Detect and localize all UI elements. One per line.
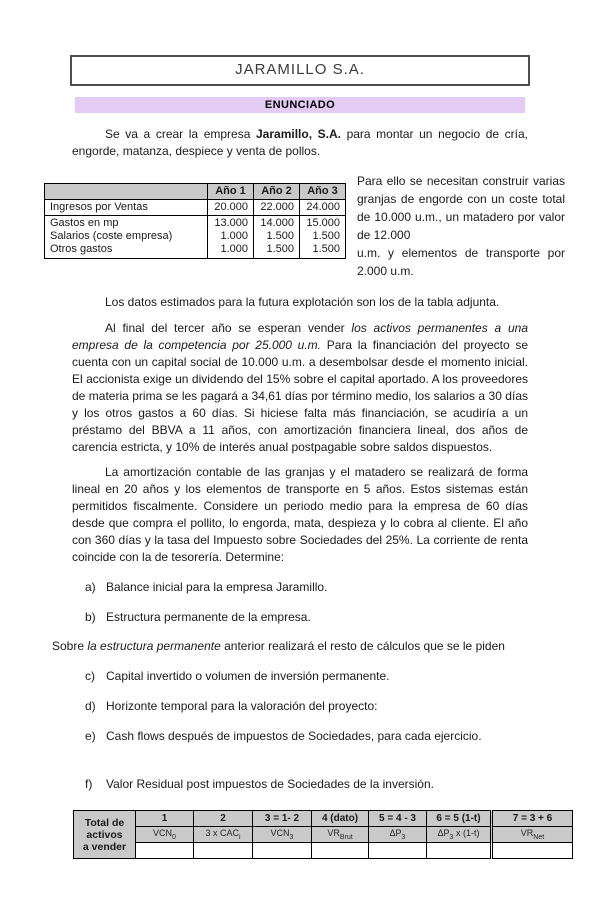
ingresos-label: Ingresos por Ventas (45, 200, 208, 216)
intro-seg2: para montar un negocio de cría, engorde, matanza, despiece y venta de pollos. (72, 127, 528, 158)
gastos-year3: 15.000 1.500 1.500 (300, 216, 346, 259)
formula-cell-6: $\Delta P_3$ x (1-t) (427, 827, 492, 843)
list-item-f (72, 776, 528, 793)
table-and-side-text-section (50, 172, 565, 280)
side-paragraph-part1: Para ello se necesitan construir varias granjas de engorde con un coste total de 10.000 u.m., un matadero por valor de 12.000 (357, 174, 565, 242)
title-box (70, 55, 530, 86)
list-item-e (72, 728, 528, 745)
ingresos-year1: 20.000 (208, 200, 254, 216)
item-marker: d) (85, 699, 96, 713)
italic-assets-phrase: los activos permanentes a una empresa de la competencia por 25.000 u.m. (72, 321, 528, 352)
list-item-a (72, 579, 528, 596)
ingresos-year2: 22.000 (254, 200, 300, 216)
formula-cell-7: $VR_{Net}$ (492, 827, 573, 843)
gastos-year1: 13.000 1.000 1.000 (208, 216, 254, 259)
item-text: Horizonte temporal para la valoración del proyecto: (106, 699, 378, 713)
estimates-header-row (45, 184, 346, 200)
residual-value-table (73, 810, 573, 859)
gastos-labels (45, 216, 208, 259)
estimates-table-wrap (44, 183, 346, 259)
residual-corner-cell: Total de activos a vender (74, 811, 136, 859)
table-row (45, 200, 346, 216)
ingresos-year3: 24.000 (300, 200, 346, 216)
empty-cell (492, 843, 573, 859)
estimates-header-year1: Año 1 (208, 184, 254, 200)
residual-formula-row (74, 827, 573, 843)
item-text: Valor Residual post impuestos de Sociedades de la inversión. (106, 777, 434, 791)
formula-cell-3: $VCN_3$ (253, 827, 312, 843)
item-text: Cash flows después de impuestos de Sociedades, para cada ejercicio. (106, 729, 482, 743)
table-row (45, 216, 346, 259)
formula-cell-2: 3 x $CAC_i$ (194, 827, 253, 843)
residual-empty-row (74, 843, 573, 859)
otros-gastos-label: Otros gastos (50, 243, 113, 255)
formula-cell-4: $VR_{Brut}$ (312, 827, 369, 843)
estimates-header-year2: Año 2 (254, 184, 300, 200)
empty-cell (427, 843, 492, 859)
side-paragraph-part2: u.m. y elementos de transporte por 2.000 u.m. (357, 246, 565, 278)
salarios-label: Salarios (coste empresa) (50, 230, 173, 242)
empty-cell (253, 843, 312, 859)
intro-paragraph (72, 126, 528, 160)
item-marker: f) (85, 777, 93, 791)
list-item-d (72, 698, 528, 715)
item-marker: b) (85, 610, 96, 624)
empty-cell (194, 843, 253, 859)
estimates-table (44, 183, 346, 259)
sobre-line: Sobre la estructura permanente anterior realizará el resto de cálculos que se le piden (52, 639, 505, 653)
formula-cell-5: $\Delta P_3$ (369, 827, 427, 843)
financing-paragraph: Al final del tercer año se esperan vender los activos permanentes a una empresa de la competencia por 25.000 u.m. Para la financiación del proyecto se cuenta con un capital social de 10.000 u.m. a desembolsar desde el momento inicial. El accionista exige un dividendo del 15% sobre el capital aportado. A los proveedores de materia prima se les pagará a 34,61 días por término medio, los salarios a 30 días y los otros gastos a 60 días. Si hiciese falta más financiación, se acudiría a un préstamo del BBVA a 11 años, con amortización financiera lineal, dos años de carencia estricta, y 10% de interés anual postpagable sobre saldos dispuestos. (72, 321, 528, 454)
item-marker: a) (85, 580, 96, 594)
item-text: Estructura permanente de la empresa. (106, 610, 311, 624)
formula-cell-1: $VCN_0$ (136, 827, 194, 843)
residual-header-row: Total de activos a vender 1 2 3 = 1- 2 4 (dato) 5 = 4 - 3 6 = 5 (1-t) 7 = 3 + 6 (74, 811, 573, 827)
intro-company-name: Jaramillo, S.A. (256, 127, 341, 141)
amortization-paragraph: La amortización contable de las granjas y el matadero se realizará de forma lineal en 20 años y los elementos de transporte en 5 años. Estos sistemas están permitidos fiscalmente. Considere un periodo medio para la empresa de 60 días desde que compra el pollito, lo engorda, mata, despieza y lo cobra al cliente. El año con 360 días y la tasa del Impuesto sobre Sociedades del 25%. La corriente de renta coincide con la de tesorería. Determine: (72, 465, 528, 564)
page-title: JARAMILLO S.A. (235, 61, 365, 78)
document-page (0, 55, 600, 903)
estimates-header-empty (45, 184, 208, 200)
datos-line: Los datos estimados para la futura explotación son los de la tabla adjunta. (105, 295, 500, 309)
item-marker: e) (85, 729, 96, 743)
section-header-bar (75, 97, 525, 113)
list-item-c (72, 668, 528, 685)
item-text: Balance inicial para la empresa Jaramillo. (106, 580, 328, 594)
empty-cell (312, 843, 369, 859)
estimates-header-year3: Año 3 (300, 184, 346, 200)
list-item-b (72, 609, 528, 626)
empty-cell (136, 843, 194, 859)
item-text: Capital invertido o volumen de inversión permanente. (106, 669, 390, 683)
section-header-label: ENUNCIADO (264, 99, 336, 111)
gastos-mp-label: Gastos en mp (50, 217, 119, 229)
intro-seg1: Se va a crear la empresa (105, 127, 256, 141)
gastos-year2: 14.000 1.500 1.500 (254, 216, 300, 259)
empty-cell (369, 843, 427, 859)
item-marker: c) (85, 669, 95, 683)
side-paragraph (357, 172, 565, 280)
italic-structure-phrase: la estructura permanente (87, 639, 221, 653)
